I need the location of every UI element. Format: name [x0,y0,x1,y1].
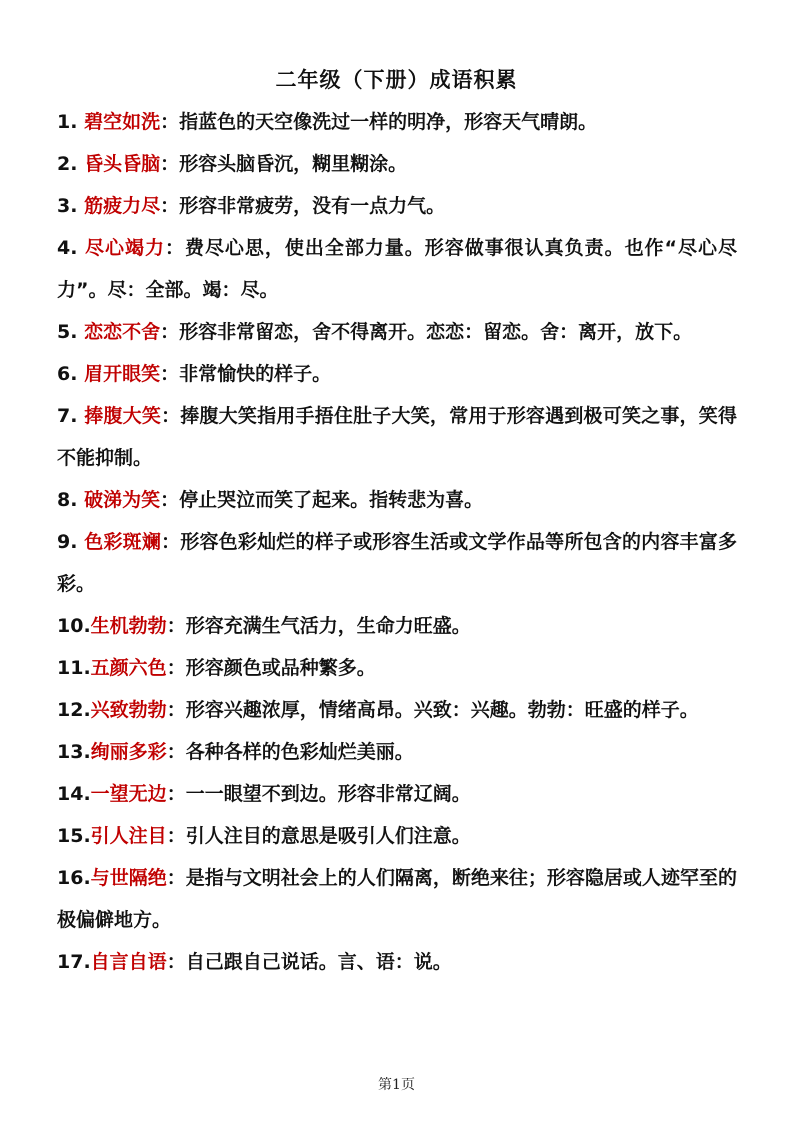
entry-number: 17. [57,951,91,973]
idiom-definition: 形容非常疲劳，没有一点力气。 [179,195,446,217]
idiom-definition: 自己跟自己说话。言、语：说。 [185,951,452,973]
entry-colon: ： [161,531,181,553]
list-item [57,773,737,815]
idiom-term: 与世隔绝 [90,867,167,889]
entry-colon: ： [166,615,186,637]
idiom-definition: 引人注目的意思是吸引人们注意。 [185,825,471,847]
entry-colon: ： [160,111,180,133]
page-number: 第1页 [378,1077,415,1093]
idiom-term: 捧腹大笑 [84,405,162,427]
list-item [57,227,737,311]
entry-number: 6. [57,363,85,385]
entry-colon: ： [166,657,186,679]
idiom-term: 生机勃勃 [90,615,167,637]
entry-number: 16. [57,867,91,889]
entry-colon: ： [160,195,180,217]
list-item [57,941,737,983]
entry-colon: ： [166,951,186,973]
entry-number: 15. [57,825,91,847]
list-item [57,311,737,353]
list-item [57,647,737,689]
list-item [57,815,737,857]
idiom-definition: 形容兴趣浓厚，情绪高昂。兴致：兴趣。勃勃：旺盛的样子。 [185,699,699,721]
idiom-term: 自言自语 [90,951,167,973]
page-title: 二年级（下册）成语积累 [275,68,518,92]
list-item [57,857,737,941]
entry-colon: ： [166,741,186,763]
idiom-definition: 是指与文明社会上的人们隔离，断绝来往；形容隐居或人迹罕至的极偏僻地方。 [57,867,737,931]
idiom-definition: 一一眼望不到边。形容非常辽阔。 [185,783,471,805]
entry-colon: ： [166,699,186,721]
entry-number: 1. [57,111,85,133]
idiom-term: 绚丽多彩 [90,741,167,763]
idiom-term: 眉开眼笑 [84,363,161,385]
idiom-term: 一望无边 [90,783,167,805]
list-item [57,143,737,185]
list-item [57,479,737,521]
idiom-definition: 形容充满生气活力，生命力旺盛。 [185,615,471,637]
entry-colon: ： [160,153,180,175]
idiom-term: 尽心竭力 [85,237,165,259]
idiom-definition: 形容颜色或品种繁多。 [185,657,376,679]
entry-number: 3. [57,195,85,217]
idiom-definition: 各种各样的色彩灿烂美丽。 [185,741,414,763]
list-item [57,731,737,773]
entry-number: 10. [57,615,91,637]
entry-number: 2. [57,153,85,175]
entry-colon: ： [160,321,180,343]
idiom-definition: 非常愉快的样子。 [179,363,332,385]
entry-number: 7. [57,405,85,427]
entry-number: 14. [57,783,91,805]
list-item [57,605,737,647]
list-item [57,353,737,395]
entry-number: 12. [57,699,91,721]
list-item [57,395,737,479]
list-item [57,689,737,731]
entry-colon: ： [160,363,180,385]
idiom-term: 恋恋不舍 [84,321,161,343]
entry-colon: ： [164,237,185,259]
idiom-term: 兴致勃勃 [90,699,167,721]
list-item [57,101,737,143]
idiom-term: 破涕为笑 [84,489,161,511]
idiom-term: 昏头昏脑 [84,153,161,175]
entry-colon: ： [160,489,180,511]
idiom-definition: 形容头脑昏沉，糊里糊涂。 [179,153,408,175]
idiom-term: 筋疲力尽 [84,195,161,217]
entry-number: 4. [57,237,86,259]
idiom-definition: 捧腹大笑指用手捂住肚子大笑，常用于形容遇到极可笑之事，笑得不能抑制。 [57,405,737,469]
idiom-term: 碧空如洗 [84,111,161,133]
idiom-definition: 形容非常留恋，舍不得离开。恋恋：留恋。舍：离开，放下。 [179,321,693,343]
idiom-definition: 停止哭泣而笑了起来。指转悲为喜。 [179,489,484,511]
idiom-term: 五颜六色 [90,657,167,679]
list-item [57,521,737,605]
entry-colon: ： [166,867,186,889]
entry-colon: ： [166,825,186,847]
idiom-definition: 形容色彩灿烂的样子或形容生活或文学作品等所包含的内容丰富多彩。 [57,531,737,595]
entry-colon: ： [166,783,186,805]
entry-number: 13. [57,741,91,763]
idiom-list [57,101,737,983]
idiom-term: 色彩斑斓 [84,531,162,553]
entry-number: 5. [57,321,85,343]
entry-colon: ： [161,405,181,427]
entry-number: 8. [57,489,85,511]
list-item [57,185,737,227]
idiom-definition: 费尽心思，使出全部力量。形容做事很认真负责。也作“尽心尽力”。尽：全部。竭：尽。 [57,237,737,301]
entry-number: 11. [57,657,91,679]
entry-number: 9. [57,531,85,553]
idiom-term: 引人注目 [90,825,167,847]
idiom-definition: 指蓝色的天空像洗过一样的明净，形容天气晴朗。 [179,111,598,133]
